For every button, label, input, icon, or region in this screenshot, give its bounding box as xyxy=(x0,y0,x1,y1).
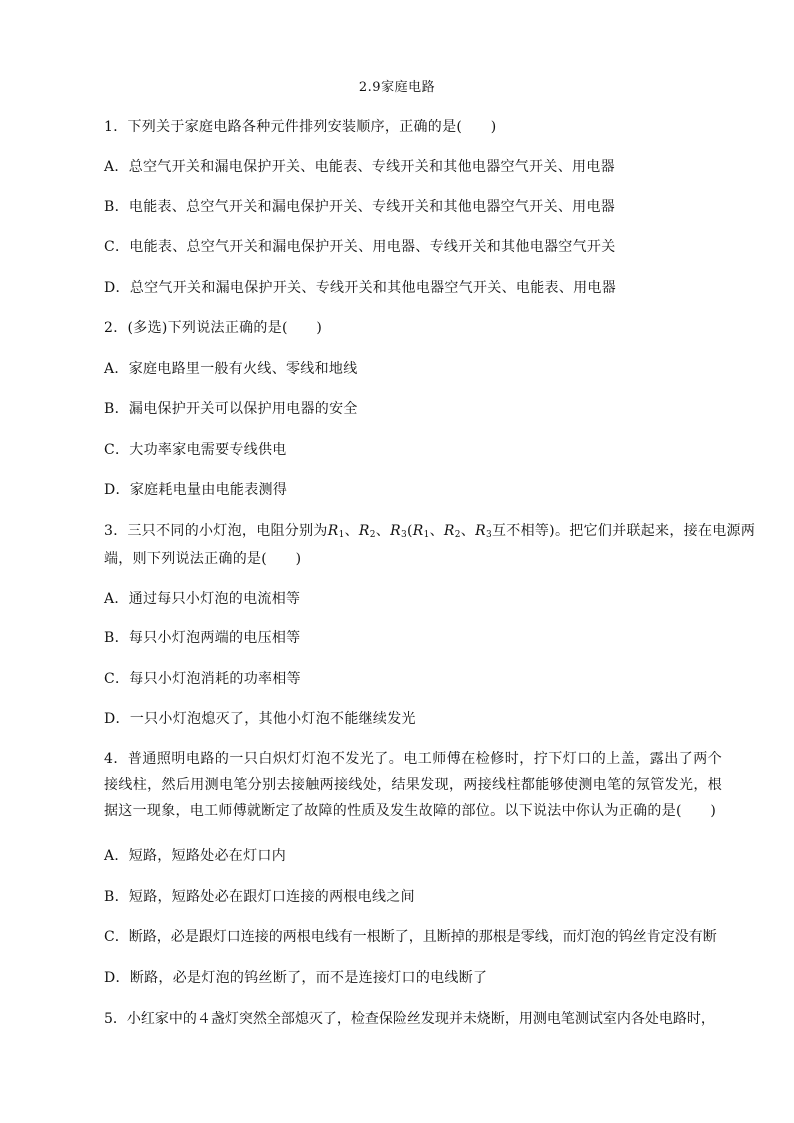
question-4-option-d: D．断路，必是灯泡的钨丝断了，而不是连接灯口的电线断了 xyxy=(104,970,488,986)
question-1-option-b: B．电能表、总空气开关和漏电保护开关、专线开关和其他电器空气开关、用电器 xyxy=(104,199,616,215)
question-4-option-a: A．短路，短路处必在灯口内 xyxy=(104,848,287,864)
question-4-option-b: B．短路，短路处必在跟灯口连接的两根电线之间 xyxy=(104,889,415,905)
question-3-stem-line-1: 3．三只不同的小灯泡，电阻分别为$R_1$、$R_2$、$R_3(R_1$、$R_2$、$R_3$互不相等)。把它们并联起来，接在电源两 xyxy=(104,523,756,540)
question-3-stem-line-2: 端，则下列说法正确的是( ) xyxy=(104,551,302,567)
question-2-option-a: A．家庭电路里一般有火线、零线和地线 xyxy=(104,361,358,377)
question-1-option-d: D．总空气开关和漏电保护开关、专线开关和其他电器空气开关、电能表、用电器 xyxy=(104,280,617,296)
question-3-option-c: C．每只小灯泡消耗的功率相等 xyxy=(104,671,301,687)
question-3-option-b: B．每只小灯泡两端的电压相等 xyxy=(104,630,301,646)
question-1-stem: 1．下列关于家庭电路各种元件排列安装顺序，正确的是( ) xyxy=(104,119,497,135)
page-title: 2.9家庭电路 xyxy=(358,80,436,95)
question-4-option-c: C．断路，必是跟灯口连接的两根电线有一根断了，且断掉的那根是零线，而灯泡的钨丝肯定没有断 xyxy=(104,929,717,945)
question-2-option-b: B．漏电保护开关可以保护用电器的安全 xyxy=(104,401,358,417)
question-5-stem: 5．小红家中的４盏灯突然全部熄灭了，检查保险丝发现并未烧断，用测电笔测试室内各处电路时， xyxy=(104,1011,715,1027)
question-1-option-c: C．电能表、总空气开关和漏电保护开关、用电器、专线开关和其他电器空气开关 xyxy=(104,239,616,255)
question-2-option-d: D．家庭耗电量由电能表测得 xyxy=(104,482,288,498)
question-3-option-d: D．一只小灯泡熄灭了，其他小灯泡不能继续发光 xyxy=(104,711,416,727)
question-2-option-c: C．大功率家电需要专线供电 xyxy=(104,442,287,458)
question-4-stem: 4．普通照明电路的一只白炽灯灯泡不发光了。电工师傅在检修时，拧下灯口的上盖，露出了两个接线柱，然后用测电笔分别去接触两接线处，结果发现，两接线柱都能够使测电笔的氖管发光，根据这一现象，电工师傅就断定了故障的性质及发生故障的部位。以下说法中你认为正确的是( ) xyxy=(104,751,722,819)
question-2-stem: 2．(多选)下列说法正确的是( ) xyxy=(104,320,323,336)
question-1-option-a: A．总空气开关和漏电保护开关、电能表、专线开关和其他电器空气开关、用电器 xyxy=(104,159,615,175)
question-3-option-a: A．通过每只小灯泡的电流相等 xyxy=(104,591,301,607)
